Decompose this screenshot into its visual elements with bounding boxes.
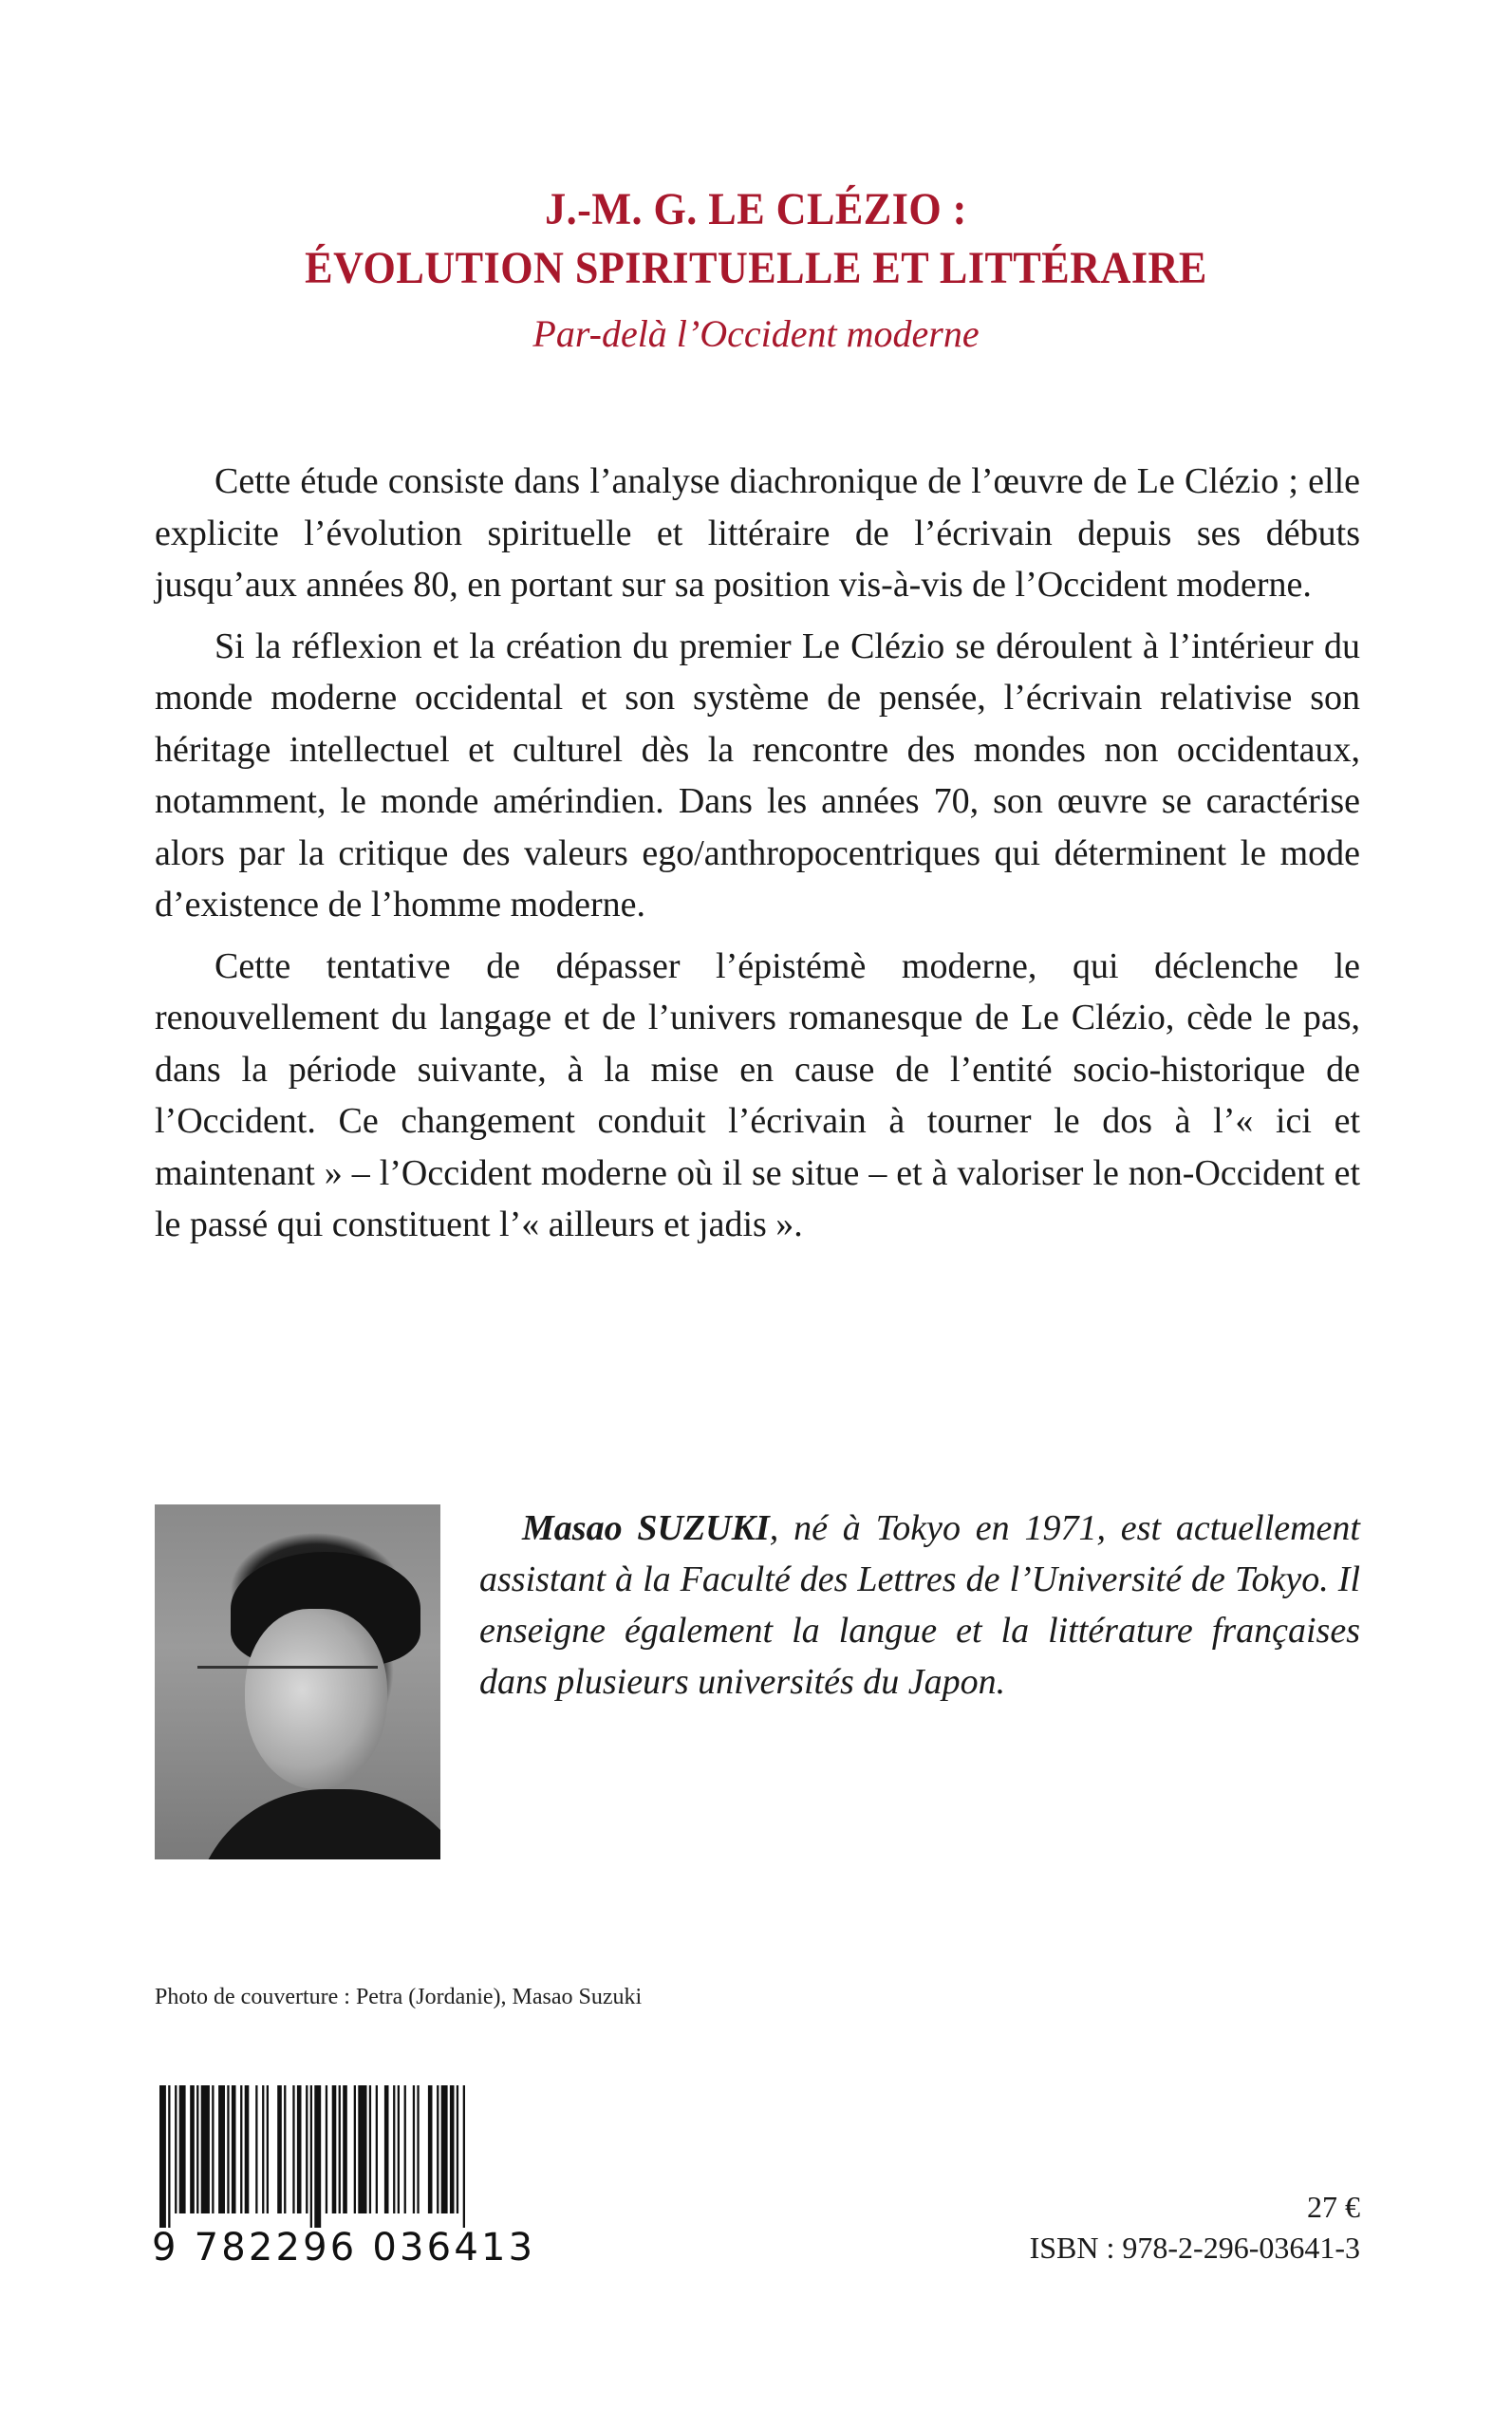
barcode-bar: [384, 2085, 389, 2213]
barcode-bar: [404, 2085, 406, 2213]
barcode-bar: [277, 2085, 282, 2213]
book-title-line-1: J.-M. G. LE CLÉZIO :: [545, 184, 967, 234]
barcode-digits: 9 782296 036413: [152, 2226, 536, 2269]
blurb-paragraph: Cette tentative de dépasser l’épistémè moderne, qui déclenche le renouvellement du langage et de l’univers romanesque de Le Clézio, cède le pas, dans la période suivante, à la mise en cause de l’entité socio-historique de l’Occident. Ce changement conduit l’écrivain à tourner le dos à l’« ici et maintenant » – l’Occident moderne où il se situe – et à valoriser le non-Occident et le passé qui constituent l’« ailleurs et jadis ».: [155, 945, 1360, 1244]
barcode-bar: [175, 2085, 177, 2213]
barcode-bar: [343, 2085, 347, 2213]
barcode-bar: [463, 2085, 465, 2228]
barcode-bar: [284, 2085, 286, 2213]
barcode-bar: [297, 2085, 302, 2213]
photo-credit: Photo de couverture : Petra (Jordanie), Masao Suzuki: [155, 1985, 643, 2009]
barcode-bar: [306, 2085, 308, 2213]
book-title-line-2: ÉVOLUTION SPIRITUELLE ET LITTÉRAIRE: [305, 243, 1207, 293]
barcode-bar: [428, 2085, 433, 2213]
barcode-bar: [393, 2085, 395, 2213]
barcode-bar: [437, 2085, 439, 2213]
barcode-bar: [376, 2085, 378, 2213]
barcode-bar: [292, 2085, 294, 2213]
blurb-paragraph: Cette étude consiste dans l’analyse diachronique de l’œuvre de Le Clézio ; elle explicite l’évolution spirituelle et littéraire de l’écrivain depuis ses débuts jusqu’aux années 80, en portant sur sa position vis-à-vis de l’Occident moderne.: [155, 461, 1360, 605]
blurb-paragraph: Si la réflexion et la création du premier Le Clézio se déroulent à l’intérieur du monde moderne occidental et son système de pensée, l’écrivain relativise son héritage intellectuel et culturel dès la rencontre des mondes non occidentaux, notamment, le monde amérindien. Dans les années 70, son œuvre se caractérise alors par la critique des valeurs ego/anthropocentriques qui déterminent le mode d’existence de l’homme moderne.: [155, 626, 1360, 924]
title-block: [0, 180, 1512, 363]
barcode-bar: [168, 2085, 170, 2228]
book-subtitle: Par-delà l’Occident moderne: [532, 312, 980, 355]
barcode-bar: [354, 2085, 356, 2213]
price: 27 €: [1307, 2190, 1360, 2224]
barcode-bar: [245, 2085, 250, 2213]
barcode: [152, 2085, 551, 2247]
barcode-bar: [190, 2085, 195, 2213]
barcode-bar: [413, 2085, 415, 2213]
barcode-bar: [232, 2085, 236, 2213]
barcode-bar: [212, 2085, 214, 2213]
barcode-bar: [267, 2085, 269, 2213]
barcode-bar: [314, 2085, 321, 2228]
barcode-bar: [159, 2085, 166, 2228]
barcode-bar: [369, 2085, 371, 2213]
barcode-bar: [450, 2085, 455, 2213]
barcode-bar: [417, 2085, 419, 2213]
blurb-text: [155, 456, 1360, 1261]
barcode-bar: [240, 2085, 242, 2213]
barcode-bar: [255, 2085, 257, 2213]
barcode-bar: [201, 2085, 210, 2213]
barcode-bar: [310, 2085, 312, 2228]
author-name: Masao SUZUKI: [522, 1508, 770, 1548]
isbn: ISBN : 978-2-296-03641-3: [1029, 2231, 1360, 2265]
barcode-bar: [358, 2085, 366, 2213]
author-bio: [479, 1503, 1360, 1708]
barcode-bar: [196, 2085, 198, 2213]
barcode-bar: [332, 2085, 337, 2213]
barcode-bar: [227, 2085, 229, 2213]
barcode-bar: [441, 2085, 448, 2213]
barcode-bar: [326, 2085, 327, 2213]
barcode-bar: [218, 2085, 225, 2213]
barcode-bar: [398, 2085, 400, 2213]
author-photo: [155, 1504, 440, 1859]
barcode-bar: [339, 2085, 341, 2213]
author-bio-text: , né à Tokyo en 1971, est actuellement assistant à la Faculté des Lettres de l’Université de Tokyo. Il enseigne également la langue et la littérature françaises dans plusieurs universités du Japon.: [479, 1508, 1360, 1702]
barcode-bar: [262, 2085, 264, 2213]
barcode-bar: [457, 2085, 458, 2213]
barcode-bar: [179, 2085, 186, 2213]
